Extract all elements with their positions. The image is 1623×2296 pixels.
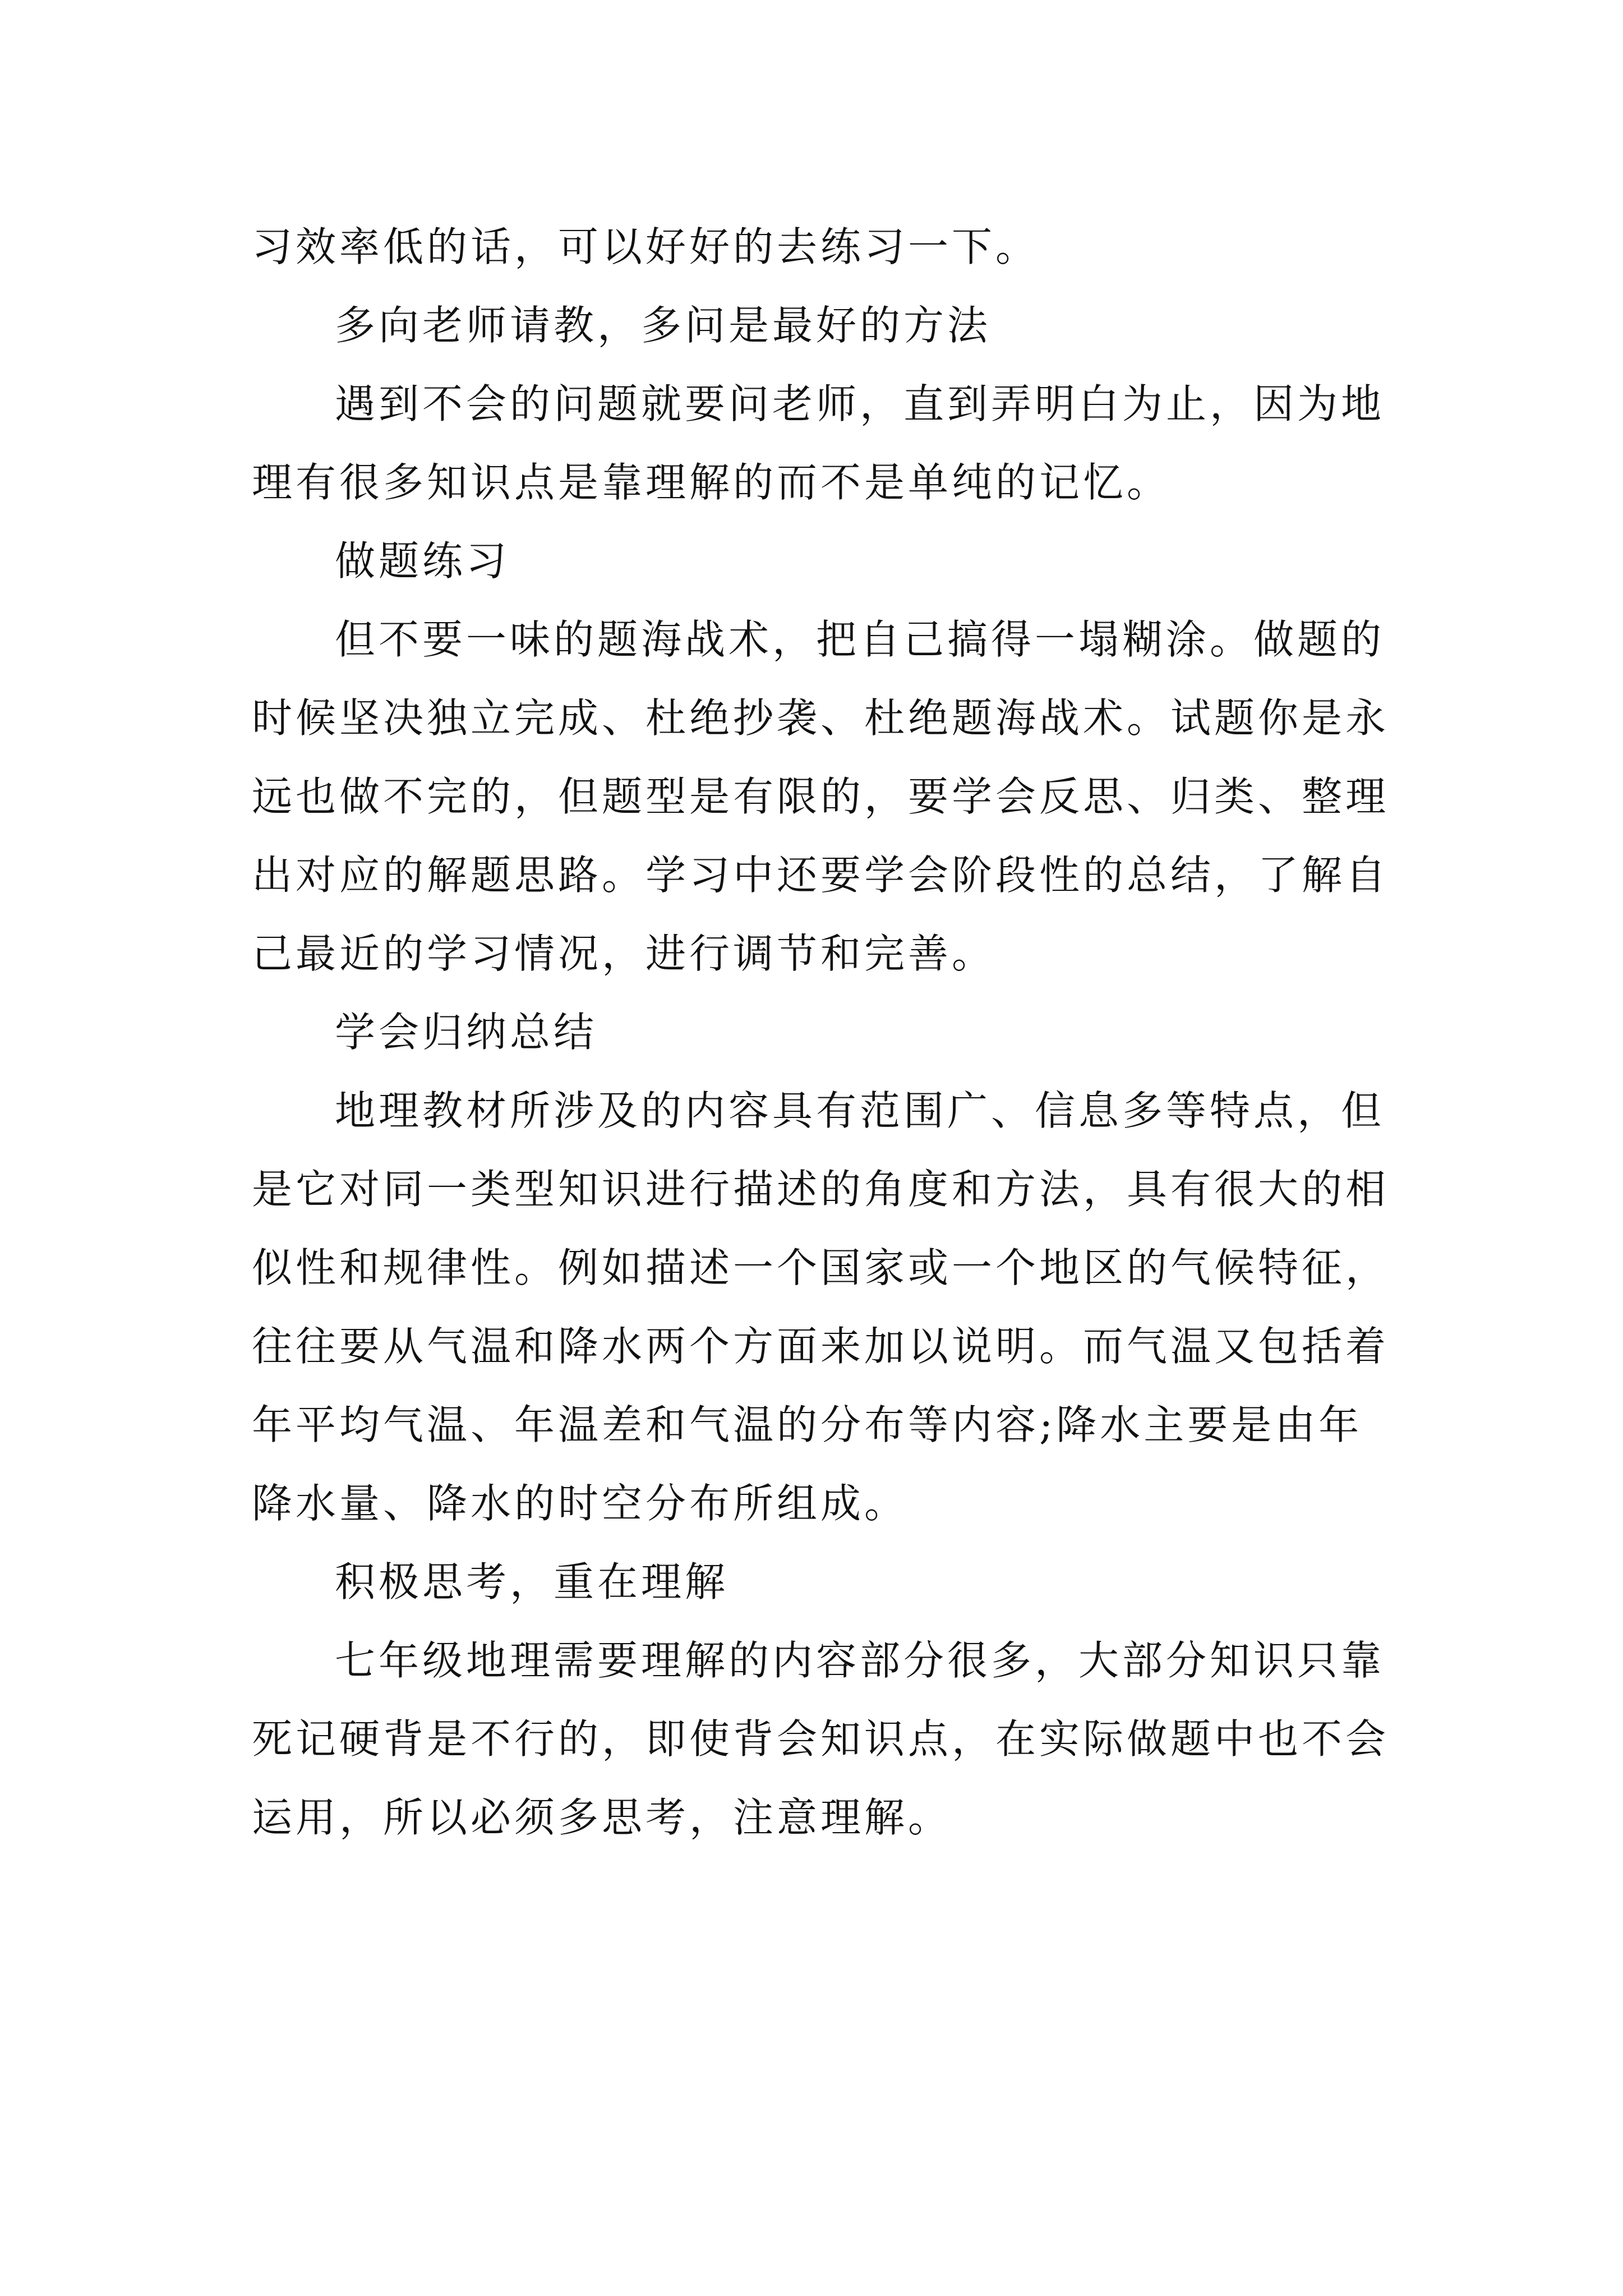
text-line: 年平均气温、年温差和气温的分布等内容;降水主要是由年 bbox=[252, 1401, 1363, 1448]
text-line: 运用，所以必须多思考，注意理解。 bbox=[252, 1794, 952, 1841]
section-heading: 学会归纳总结 bbox=[335, 1009, 598, 1056]
text-line: 遇到不会的问题就要问老师，直到弄明白为止，因为地 bbox=[335, 380, 1385, 427]
text-line: 理有很多知识点是靠理解的而不是单纯的记忆。 bbox=[252, 459, 1171, 506]
text-line: 但不要一味的题海战术，把自己搞得一塌糊涂。做题的 bbox=[335, 616, 1385, 663]
text-line: 降水量、降水的时空分布所组成。 bbox=[252, 1480, 909, 1527]
section-heading: 做题练习 bbox=[335, 537, 510, 585]
document-body bbox=[252, 208, 1390, 1857]
text-line: 死记硬背是不行的，即使背会知识点，在实际做题中也不会 bbox=[252, 1715, 1390, 1763]
text-line: 时候坚决独立完成、杜绝抄袭、杜绝题海战术。试题你是永 bbox=[252, 694, 1390, 742]
text-line: 出对应的解题思路。学习中还要学会阶段性的总结，了解自 bbox=[252, 852, 1390, 899]
text-line: 七年级地理需要理解的内容部分很多，大部分知识只靠 bbox=[335, 1637, 1385, 1684]
text-line: 习效率低的话，可以好好的去练习一下。 bbox=[252, 223, 1040, 270]
section-heading: 积极思考，重在理解 bbox=[335, 1558, 729, 1605]
text-line: 地理教材所涉及的内容具有范围广、信息多等特点，但 bbox=[335, 1087, 1385, 1134]
text-line: 似性和规律性。例如描述一个国家或一个地区的气候特征， bbox=[252, 1244, 1390, 1291]
text-line: 远也做不完的，但题型是有限的，要学会反思、归类、整理 bbox=[252, 773, 1390, 820]
text-line: 是它对同一类型知识进行描述的角度和方法，具有很大的相 bbox=[252, 1166, 1390, 1213]
text-line: 往往要从气温和降水两个方面来加以说明。而气温又包括着 bbox=[252, 1323, 1390, 1370]
section-heading: 多向老师请教，多问是最好的方法 bbox=[335, 302, 992, 349]
text-line: 己最近的学习情况，进行调节和完善。 bbox=[252, 930, 996, 977]
